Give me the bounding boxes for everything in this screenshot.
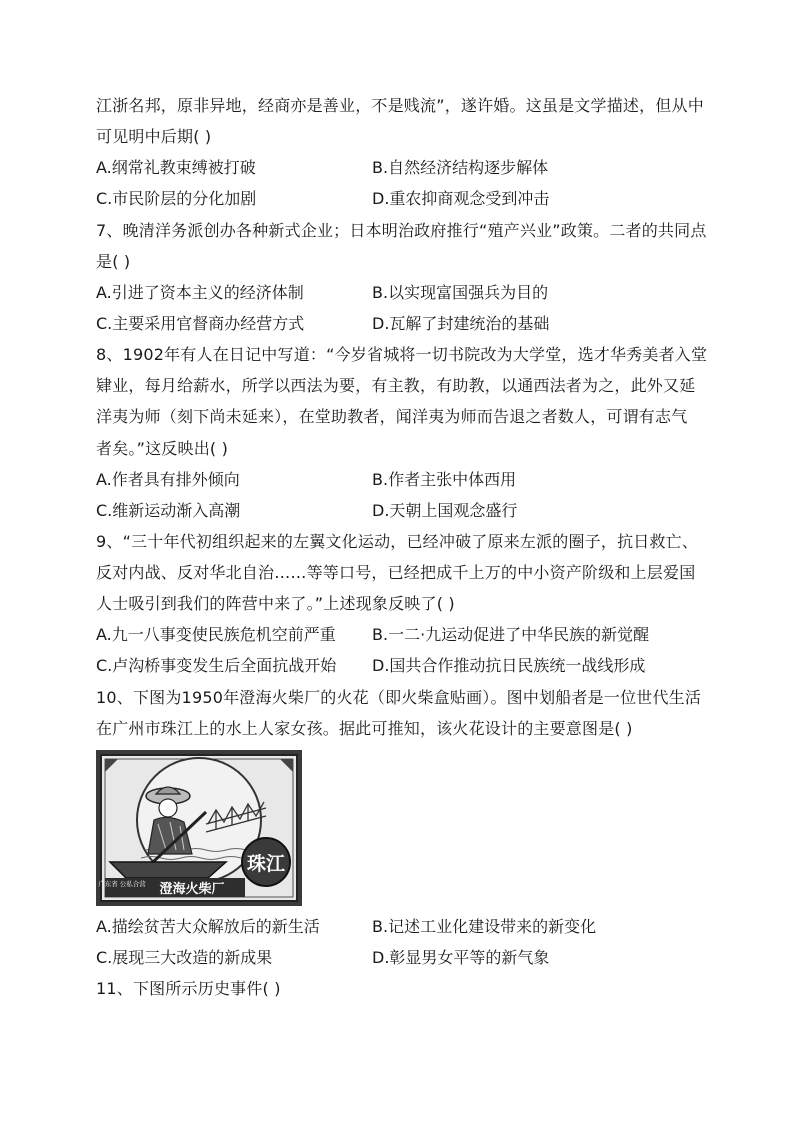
q7-option-c: C.主要采用官督商办经营方式 [96, 314, 305, 333]
q10-option-d: D.彰显男女平等的新气象 [372, 948, 550, 967]
q10-option-b: B.记述工业化建设带来的新变化 [372, 917, 597, 936]
q6-stem-line-2: 可见明中后期( ) [96, 127, 212, 146]
q10-option-c: C.展现三大改造的新成果 [96, 948, 273, 967]
q10-stem-line-2: 在广州市珠江上的水上人家女孩。据此可推知，该火花设计的主要意图是( ) [96, 719, 633, 738]
matchbox-label-image [96, 750, 302, 906]
figure-small-text: 广东省 公私合营 [98, 880, 146, 888]
q9-option-a: A.九一八事变使民族危机空前严重 [96, 625, 336, 644]
q8-stem-line-3: 洋夷为师（刻下尚未延来），在堂助教者，闻洋夷为师而告退之者数人，可谓有志气 [96, 407, 688, 426]
figure-brand-text: 珠江 [246, 853, 286, 875]
q9-option-c: C.卢沟桥事变发生后全面抗战开始 [96, 656, 337, 675]
q6-option-c: C.市民阶层的分化加剧 [96, 189, 257, 208]
q8-option-c: C.维新运动渐入高潮 [96, 501, 241, 520]
q8-option-b: B.作者主张中体西用 [372, 470, 517, 489]
matchbox-label-figure [96, 750, 302, 906]
q10-option-a: A.描绘贫苦大众解放后的新生活 [96, 917, 320, 936]
q7-option-d: D.瓦解了封建统治的基础 [372, 314, 550, 333]
q9-stem-line-1: 9、“三十年代初组织起来的左翼文化运动，已经冲破了原来左派的圈子，抗日救亡、 [96, 532, 699, 551]
q6-option-d: D.重农抑商观念受到冲击 [372, 189, 550, 208]
q7-option-a: A.引进了资本主义的经济体制 [96, 283, 304, 302]
q7-option-b: B.以实现富国强兵为目的 [372, 283, 549, 302]
q6-stem-line-1: 江浙名邦，原非异地，经商亦是善业，不是贱流”，遂许婚。这虽是文学描述，但从中 [96, 96, 704, 115]
figure-factory-text: 澄海火柴厂 [159, 882, 225, 897]
q6-option-a: A.纲常礼教束缚被打破 [96, 158, 256, 177]
q11-stem-line-1: 11、下图所示历史事件( ) [96, 979, 281, 998]
q6-option-b: B.自然经济结构逐步解体 [372, 158, 549, 177]
q8-stem-line-2: 肄业，每月给薪水，所学以西法为要，有主教，有助教，以通西法者为之，此外又延 [96, 376, 696, 395]
q9-stem-line-3: 人士吸引到我们的阵营中来了。”上述现象反映了( ) [96, 594, 455, 613]
q7-stem-line-2: 是( ) [96, 252, 131, 271]
q8-option-d: D.天朝上国观念盛行 [372, 501, 518, 520]
q9-option-b: B.一二·九运动促进了中华民族的新觉醒 [372, 625, 650, 644]
q8-stem-line-1: 8、1902年有人在日记中写道：“今岁省城将一切书院改为大学堂，选才华秀美者入堂 [96, 345, 708, 364]
q9-stem-line-2: 反对内战、反对华北自治……等等口号，已经把成千上万的中小资产阶级和上层爱国 [96, 563, 696, 582]
q9-option-d: D.国共合作推动抗日民族统一战线形成 [372, 656, 646, 675]
q10-stem-line-1: 10、下图为1950年澄海火柴厂的火花（即火柴盒贴画）。图中划船者是一位世代生活 [96, 688, 702, 707]
q8-stem-line-4: 者矣。”这反映出( ) [96, 439, 229, 458]
q8-option-a: A.作者具有排外倾向 [96, 470, 240, 489]
q7-stem-line-1: 7、晚清洋务派创办各种新式企业；日本明治政府推行“殖产兴业”政策。二者的共同点 [96, 221, 707, 240]
